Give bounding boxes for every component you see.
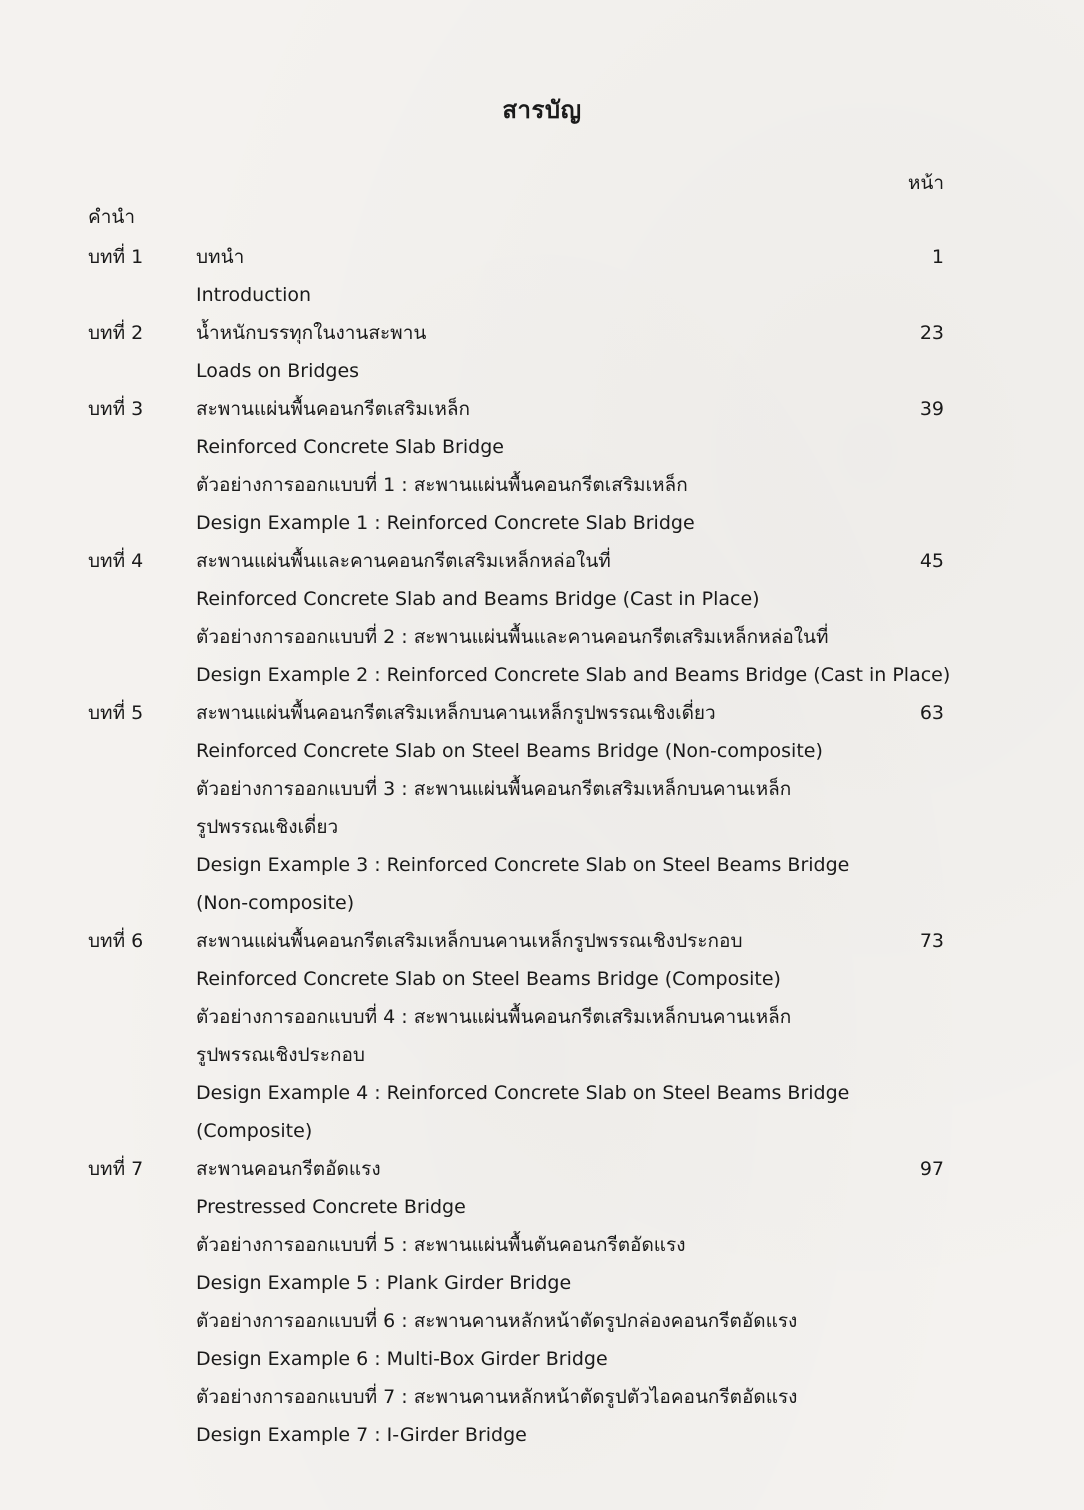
toc-entry-text: สะพานแผ่นพื้นและคานคอนกรีตเสริมเหล็กหล่อในที่: [196, 550, 611, 572]
toc-entry-text: รูปพรรณเชิงเดี่ยว: [196, 816, 339, 838]
page-title: สารบัญ: [502, 96, 582, 124]
toc-chapter-number: บทที่ 2: [88, 322, 144, 344]
toc-entry-text: ตัวอย่างการออกแบบที่ 2 : สะพานแผ่นพื้นและคานคอนกรีตเสริมเหล็กหล่อในที่: [196, 626, 829, 648]
toc-entry-text: Design Example 7 : I-Girder Bridge: [196, 1424, 527, 1446]
toc-entry-text: ตัวอย่างการออกแบบที่ 1 : สะพานแผ่นพื้นคอนกรีตเสริมเหล็ก: [196, 474, 688, 496]
toc-line: [0, 1150, 1084, 1188]
toc-page-number: 45: [919, 550, 944, 572]
toc-entry-text: Introduction: [196, 284, 312, 306]
toc-line: [0, 276, 1084, 314]
page-column-header: หน้า: [907, 172, 944, 194]
toc-entry-text: สะพานแผ่นพื้นคอนกรีตเสริมเหล็ก: [196, 398, 471, 420]
preface-entry: คำนำ: [88, 206, 136, 228]
toc-entry-text: Design Example 3 : Reinforced Concrete Slab on Steel Beams Bridge: [196, 854, 850, 876]
toc-line: [0, 656, 1084, 694]
toc-line: [0, 732, 1084, 770]
toc-line: [0, 466, 1084, 504]
toc-entry-text: ตัวอย่างการออกแบบที่ 3 : สะพานแผ่นพื้นคอนกรีตเสริมเหล็กบนคานเหล็ก: [196, 778, 792, 800]
toc-chapter-number: บทที่ 3: [88, 398, 144, 420]
toc-entry-text: Reinforced Concrete Slab on Steel Beams Bridge (Non-composite): [196, 740, 823, 762]
toc-entry-text: (Non-composite): [196, 892, 355, 914]
toc-line: [0, 998, 1084, 1036]
toc-line: [0, 1302, 1084, 1340]
toc-line: [0, 1226, 1084, 1264]
toc-page-number: 73: [919, 930, 944, 952]
toc-line: [0, 542, 1084, 580]
toc-entry-text: Loads on Bridges: [196, 360, 360, 382]
toc-entry-text: สะพานแผ่นพื้นคอนกรีตเสริมเหล็กบนคานเหล็กรูปพรรณเชิงประกอบ: [196, 930, 743, 952]
toc-line: [0, 618, 1084, 656]
toc-entry-text: สะพานคอนกรีตอัดแรง: [196, 1158, 381, 1180]
toc-line: [0, 238, 1084, 276]
toc-entry-text: ตัวอย่างการออกแบบที่ 4 : สะพานแผ่นพื้นคอนกรีตเสริมเหล็กบนคานเหล็ก: [196, 1006, 792, 1028]
table-of-contents: [0, 238, 1084, 1454]
toc-page-number: 39: [919, 398, 944, 420]
toc-line: [0, 1340, 1084, 1378]
toc-chapter-number: บทที่ 6: [88, 930, 144, 952]
toc-entry-text: (Composite): [196, 1120, 313, 1142]
toc-line: [0, 352, 1084, 390]
toc-line: [0, 1074, 1084, 1112]
toc-line: [0, 1416, 1084, 1454]
toc-entry-text: Design Example 5 : Plank Girder Bridge: [196, 1272, 572, 1294]
toc-page-number: 1: [931, 246, 944, 268]
toc-line: [0, 960, 1084, 998]
toc-line: [0, 1188, 1084, 1226]
toc-line: [0, 846, 1084, 884]
toc-line: [0, 884, 1084, 922]
toc-entry-text: Design Example 6 : Multi-Box Girder Bridge: [196, 1348, 608, 1370]
toc-entry-text: รูปพรรณเชิงประกอบ: [196, 1044, 365, 1066]
toc-entry-text: ตัวอย่างการออกแบบที่ 5 : สะพานแผ่นพื้นตันคอนกรีตอัดแรง: [196, 1234, 686, 1256]
toc-entry-text: Design Example 1 : Reinforced Concrete Slab Bridge: [196, 512, 695, 534]
toc-chapter-number: บทที่ 1: [88, 246, 144, 268]
toc-entry-text: Design Example 2 : Reinforced Concrete Slab and Beams Bridge (Cast in Place): [196, 664, 951, 686]
toc-chapter-number: บทที่ 4: [88, 550, 144, 572]
toc-entry-text: Reinforced Concrete Slab on Steel Beams Bridge (Composite): [196, 968, 781, 990]
toc-line: [0, 808, 1084, 846]
toc-entry-text: Reinforced Concrete Slab and Beams Bridge (Cast in Place): [196, 588, 760, 610]
toc-chapter-number: บทที่ 7: [88, 1158, 144, 1180]
toc-page-number: 97: [919, 1158, 944, 1180]
toc-entry-text: Prestressed Concrete Bridge: [196, 1196, 466, 1218]
toc-entry-text: Reinforced Concrete Slab Bridge: [196, 436, 504, 458]
toc-line: [0, 1264, 1084, 1302]
toc-line: [0, 504, 1084, 542]
toc-line: [0, 390, 1084, 428]
toc-line: [0, 428, 1084, 466]
toc-line: [0, 1378, 1084, 1416]
toc-page-number: 63: [919, 702, 944, 724]
toc-entry-text: ตัวอย่างการออกแบบที่ 6 : สะพานคานหลักหน้าตัดรูปกล่องคอนกรีตอัดแรง: [196, 1310, 798, 1332]
toc-entry-text: น้ำหนักบรรทุกในงานสะพาน: [196, 322, 427, 344]
toc-line: [0, 770, 1084, 808]
toc-entry-text: สะพานแผ่นพื้นคอนกรีตเสริมเหล็กบนคานเหล็กรูปพรรณเชิงเดี่ยว: [196, 702, 716, 724]
toc-line: [0, 694, 1084, 732]
toc-line: [0, 1036, 1084, 1074]
toc-line: [0, 1112, 1084, 1150]
toc-line: [0, 922, 1084, 960]
toc-entry-text: บทนำ: [196, 246, 245, 268]
toc-line: [0, 580, 1084, 618]
toc-page-number: 23: [919, 322, 944, 344]
toc-chapter-number: บทที่ 5: [88, 702, 144, 724]
toc-line: [0, 314, 1084, 352]
toc-entry-text: Design Example 4 : Reinforced Concrete Slab on Steel Beams Bridge: [196, 1082, 850, 1104]
toc-entry-text: ตัวอย่างการออกแบบที่ 7 : สะพานคานหลักหน้าตัดรูปตัวไอคอนกรีตอัดแรง: [196, 1386, 798, 1408]
